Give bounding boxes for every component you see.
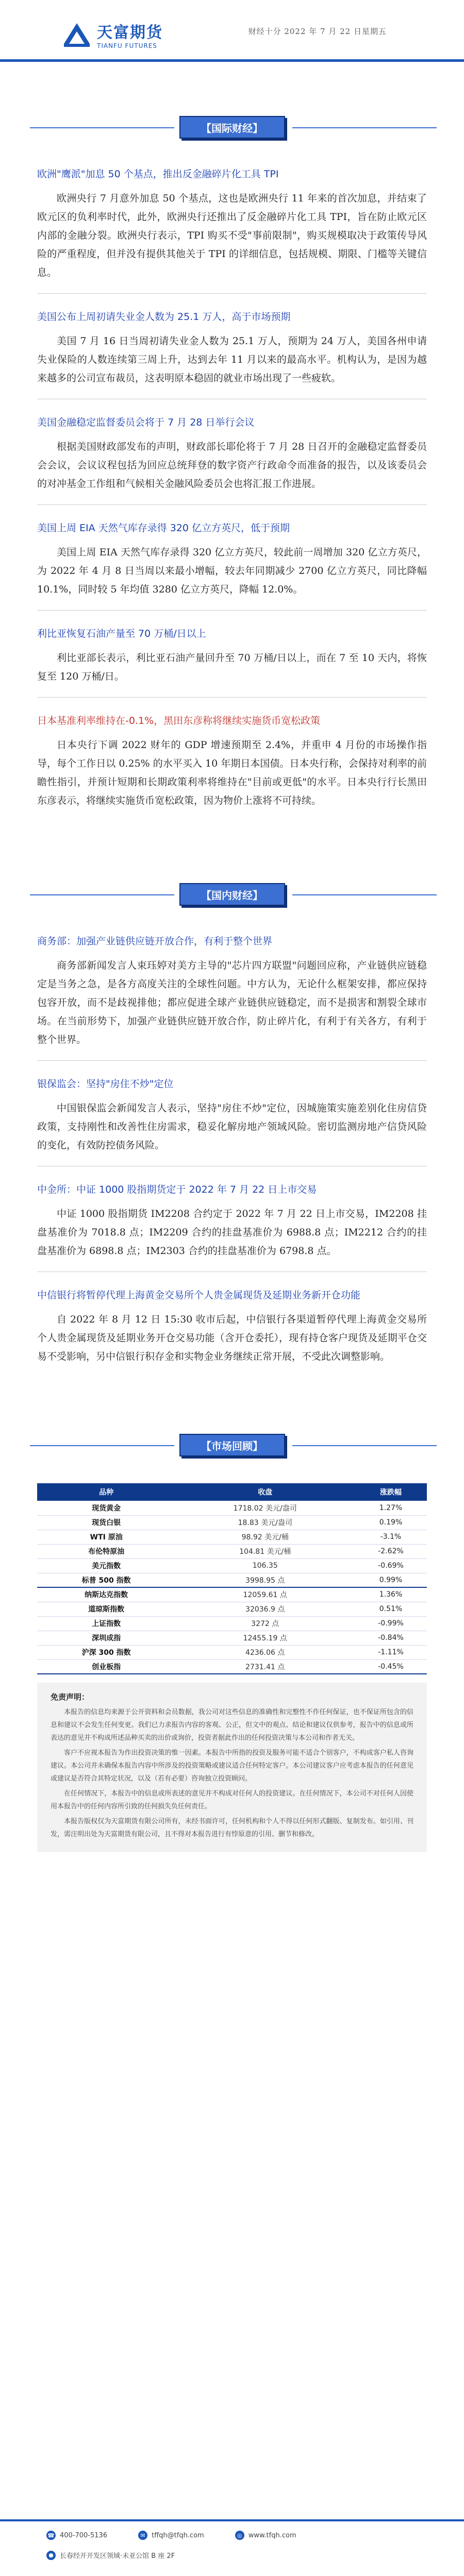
section-title-market: 【市场回顾】 — [179, 1434, 285, 1456]
footer-website[interactable] — [235, 2531, 296, 2540]
divider — [37, 293, 427, 294]
footer-email[interactable] — [138, 2531, 204, 2540]
row-name: 标普 500 指数 — [37, 1573, 175, 1587]
divider — [37, 1060, 427, 1061]
intl-news-title-4: 美国上周 EIA 天然气库存录得 320 亿立方英尺，低于预期 — [37, 522, 290, 534]
footer-email-text[interactable]: tffqh@tfqh.com — [152, 2531, 204, 2539]
disclaimer-paragraph: 在任何情况下，本报告中的信息或所表述的意见并不构成对任何人的投资建议。在任何情况下，本公司不对任何人因使用本报告中的任何内容所引致的任何损失负任何责任。 — [51, 1790, 413, 1810]
row-name: 美元指数 — [37, 1558, 175, 1573]
intl-news-body-5: 利比亚部长表示，利比亚石油产量回升至 70 万桶/日以上，而在 7 至 10 天内，将恢复至 120 万桶/日。 — [37, 652, 427, 682]
row-name: 沪深 300 指数 — [37, 1645, 175, 1659]
divider — [37, 504, 427, 505]
row-change: 1.36% — [355, 1587, 427, 1602]
row-change: -1.11% — [355, 1645, 427, 1659]
footer-address — [46, 2550, 175, 2560]
col-header-name: 品种 — [37, 1483, 175, 1501]
row-close: 98.92 美元/桶 — [175, 1530, 355, 1544]
intl-news-list — [37, 165, 427, 810]
table-header-row — [37, 1483, 427, 1501]
globe-icon: ◎ — [235, 2531, 244, 2540]
row-close: 4236.06 点 — [175, 1645, 355, 1659]
row-change: -3.1% — [355, 1530, 427, 1544]
row-name: 现货白银 — [37, 1515, 175, 1530]
footer-phone — [46, 2531, 107, 2540]
row-close: 18.83 美元/盎司 — [175, 1515, 355, 1530]
row-name: 创业板指 — [37, 1659, 175, 1674]
disclaimer-title: 免责声明： — [51, 1692, 90, 1702]
table-row — [37, 1587, 427, 1602]
domestic-news-body-3: 中证 1000 股指期货 IM2208 合约定于 2022 年 7 月 22 日上市交易，IM2208 挂盘基准价为 7018.8 点；IM2209 合约的挂盘基准价为 6988.8 点；IM2212 合约的挂盘基准价为 6898.8 点；IM2303 合约的挂盘基准价为 6798.8 点。 — [37, 1208, 427, 1257]
row-close: 2731.41 点 — [175, 1659, 355, 1674]
intl-news-title-1: 欧洲"鹰派"加息 50 个基点，推出反金融碎片化工具 TPI — [37, 168, 279, 180]
disclaimer-box — [37, 1683, 427, 1852]
intl-news-title-6: 日本基准利率维持在-0.1%，黑田东彦称将继续实施货币宽松政策 — [37, 715, 321, 726]
table-row — [37, 1616, 427, 1631]
row-close: 12059.61 点 — [175, 1587, 355, 1602]
market-review-table — [37, 1483, 427, 1674]
domestic-news-body-2: 中国银保监会新闻发言人表示，坚持"房住不炒"定位，因城施策实施差别化住房信贷政策，支持刚性和改善性住房需求，稳妥化解房地产领域风险。密切监测房地产信贷风险的变化，有效防控债务风险。 — [37, 1103, 427, 1151]
domestic-news-list — [37, 933, 427, 1366]
row-name: 道琼斯指数 — [37, 1602, 175, 1616]
row-close: 3998.95 点 — [175, 1573, 355, 1587]
row-close: 3272 点 — [175, 1616, 355, 1631]
page-footer — [0, 2519, 464, 2576]
page-header — [0, 0, 464, 62]
table-row — [37, 1573, 427, 1587]
table-row — [37, 1602, 427, 1616]
col-header-change: 涨跌幅 — [355, 1483, 427, 1501]
row-name: WTI 原油 — [37, 1530, 175, 1544]
report-date: 财经十分 2022 年 7 月 22 日星期五 — [248, 27, 387, 36]
footer-website-text[interactable]: www.tfqh.com — [248, 2531, 296, 2539]
row-close: 104.81 美元/桶 — [175, 1544, 355, 1558]
row-name: 上证指数 — [37, 1616, 175, 1631]
intl-news-body-3: 根据美国财政部发布的声明，财政部长耶伦将于 7 月 28 日召开的金融稳定监督委员会会议，会议议程包括为回应总统拜登的数字资产行政命令而准备的报告，以及该委员会的对冲基金工作组和气候相关金融风险委员会也将汇报工作进展。 — [37, 441, 427, 489]
section-title-domestic: 【国内财经】 — [179, 883, 285, 906]
intl-news-title-5: 利比亚恢复石油产量至 70 万桶/日以上 — [37, 628, 206, 639]
logo-mark-icon — [62, 21, 92, 48]
domestic-news-title-1: 商务部：加强产业链供应链开放合作，有利于整个世界 — [37, 936, 273, 947]
row-change: -0.99% — [355, 1616, 427, 1631]
row-change: -2.62% — [355, 1544, 427, 1558]
table-row — [37, 1659, 427, 1674]
disclaimer-paragraph: 本报告的信息均来源于公开资料和会员数据，我公司对这些信息的准确性和完整性不作任何保证，也不保证所包含的信息和建议不会发生任何变更。我们已力求报告内容的客观、公正，但文中的观点、结论和建议仅供参考，报告中的信息或所表达的意见并不构成所述品种买卖的出价或询价，投资者据此作出的任何投资决策与本公司和作者无关。 — [51, 1708, 413, 1742]
domestic-news-title-2: 银保监会：坚持"房住不炒"定位 — [37, 1078, 174, 1090]
footer-phone-text: 400-700-5136 — [60, 2531, 108, 2539]
intl-news-body-4: 美国上周 EIA 天然气库存录得 320 亿立方英尺，较此前一周增加 320 亿立方英尺，为 2022 年 4 月 8 日当周以来最小增幅，较去年同期减少 2700 亿立方英尺，同比降幅 10.1%，同时较 5 年均值 3280 亿立方英尺，降幅 12.0%。 — [37, 547, 427, 595]
row-name: 深圳成指 — [37, 1631, 175, 1645]
row-close: 12455.19 点 — [175, 1631, 355, 1645]
row-name: 现货黄金 — [37, 1501, 175, 1515]
divider — [37, 610, 427, 611]
table-row — [37, 1645, 427, 1659]
table-row — [37, 1515, 427, 1530]
row-close: 106.35 — [175, 1558, 355, 1573]
location-pin-icon: ● — [46, 2551, 56, 2560]
domestic-news-title-3: 中金所：中证 1000 股指期货定于 2022 年 7 月 22 日上市交易 — [37, 1184, 317, 1195]
row-name: 布伦特原油 — [37, 1544, 175, 1558]
intl-news-title-3: 美国金融稳定监督委员会将于 7 月 28 日举行会议 — [37, 417, 255, 428]
intl-news-body-6: 日本央行下调 2022 财年的 GDP 增速预期至 2.4%，并重申 4 月份的市场操作指导，每个工作日以 0.25% 的水平买入 10 年期日本国债。日本央行称，会保持对利率的前瞻性指引，并预计短期和长期政策利率将维持在"目前或更低"的水平。日本央行行长黑田东彦表示，将继续实施货币宽松政策，因为物价上涨将不可持续。 — [37, 739, 427, 806]
row-change: 1.27% — [355, 1501, 427, 1515]
col-header-close: 收盘 — [175, 1483, 355, 1501]
table-row — [37, 1631, 427, 1645]
row-change: -0.69% — [355, 1558, 427, 1573]
intl-news-body-1: 欧洲央行 7 月意外加息 50 个基点，这也是欧洲央行 11 年来的首次加息，并结束了欧元区的负利率时代，此外，欧洲央行还推出了反金融碎片化工具 TPI，旨在防止欧元区内部的金融分裂。欧洲央行表示，TPI 购买不受"事前限制"，购买规模取决于政策传导风险的严重程度，但并没有提供其他关于 TPI 的详细信息，包括规模、期限、门槛等关键信息。 — [37, 193, 427, 278]
domestic-news-title-4: 中信银行将暂停代理上海黄金交易所个人贵金属现货及延期业务新开仓功能 — [37, 1290, 361, 1301]
divider — [37, 697, 427, 698]
row-change: 0.19% — [355, 1515, 427, 1530]
domestic-news-body-1: 商务部新闻发言人束珏婷对美方主导的"芯片四方联盟"问题回应称，产业链供应链稳定是当务之急，是各方高度关注的全球性问题。中方认为，无论什么框架安排，都应保持包容开放，而不是歧视排他；都应促进全球产业链供应链稳定，而不是损害和割裂全球市场。在当前形势下，加强产业链供应链开放合作，防止碎片化，有利于有关各方，有利于整个世界。 — [37, 960, 427, 1045]
table-row — [37, 1558, 427, 1573]
disclaimer-paragraph: 本报告版权仅为天富期货有限公司所有，未经书面许可，任何机构和个人不得以任何形式翻版、复制发布。如引用、刊发，需注明出处为天富期货有限公司，且不得对本报告进行有悖原意的引用、删节和修改。 — [51, 1818, 413, 1838]
row-change: -0.84% — [355, 1631, 427, 1645]
intl-news-body-2: 美国 7 月 16 日当周初请失业金人数为 25.1 万人，预期为 24 万人，美国各州申请失业保险的人数连续第三周上升，达到去年 11 月以来的最高水平。机构认为，是因为越来越多的公司宣布裁员，这表明原本稳固的就业市场出现了一些疲软。 — [37, 335, 427, 384]
row-change: 0.99% — [355, 1573, 427, 1587]
logo-en-text: TIANFU FUTURES — [97, 42, 157, 49]
table-row — [37, 1501, 427, 1515]
email-icon: ✉ — [138, 2531, 147, 2540]
logo-cn-text: 天富期货 — [97, 24, 163, 42]
row-name: 纳斯达克指数 — [37, 1587, 175, 1602]
table-row — [37, 1544, 427, 1558]
row-change: -0.45% — [355, 1659, 427, 1674]
row-change: 0.51% — [355, 1602, 427, 1616]
phone-icon: ☎ — [46, 2531, 56, 2540]
company-logo — [62, 20, 163, 49]
table-row — [37, 1530, 427, 1544]
row-close: 32036.9 点 — [175, 1602, 355, 1616]
disclaimer-paragraph: 客户不应视本报告为作出投资决策的惟一因素。本报告中所指的投资及服务可能不适合个别客户，不构成客户私人咨询建议。本公司并未确保本报告内容中所涉及的投资策略或建议适合任何特定客户。本公司建议客户应考虑本报告的任何意见或建议是否符合其特定状况，以及（若有必要）咨询独立投资顾问。 — [51, 1749, 413, 1783]
section-title-intl: 【国际财经】 — [179, 116, 285, 139]
intl-news-title-2: 美国公布上周初请失业金人数为 25.1 万人，高于市场预期 — [37, 311, 291, 323]
footer-address-text: 长春经开开发区领域·未亚公馆 B 座 2F — [60, 2552, 175, 2560]
domestic-news-body-4: 自 2022 年 8 月 12 日 15:30 收市后起，中信银行各渠道暂停代理上海黄金交易所个人贵金属现货及延期业务开仓交易功能（含开仓委托），现有持仓客户现货及延期平仓交易不受影响，另中信银行积存金和实物金业务继续正常开展，不受此次调整影响。 — [37, 1314, 427, 1362]
row-close: 1718.02 美元/盎司 — [175, 1501, 355, 1515]
